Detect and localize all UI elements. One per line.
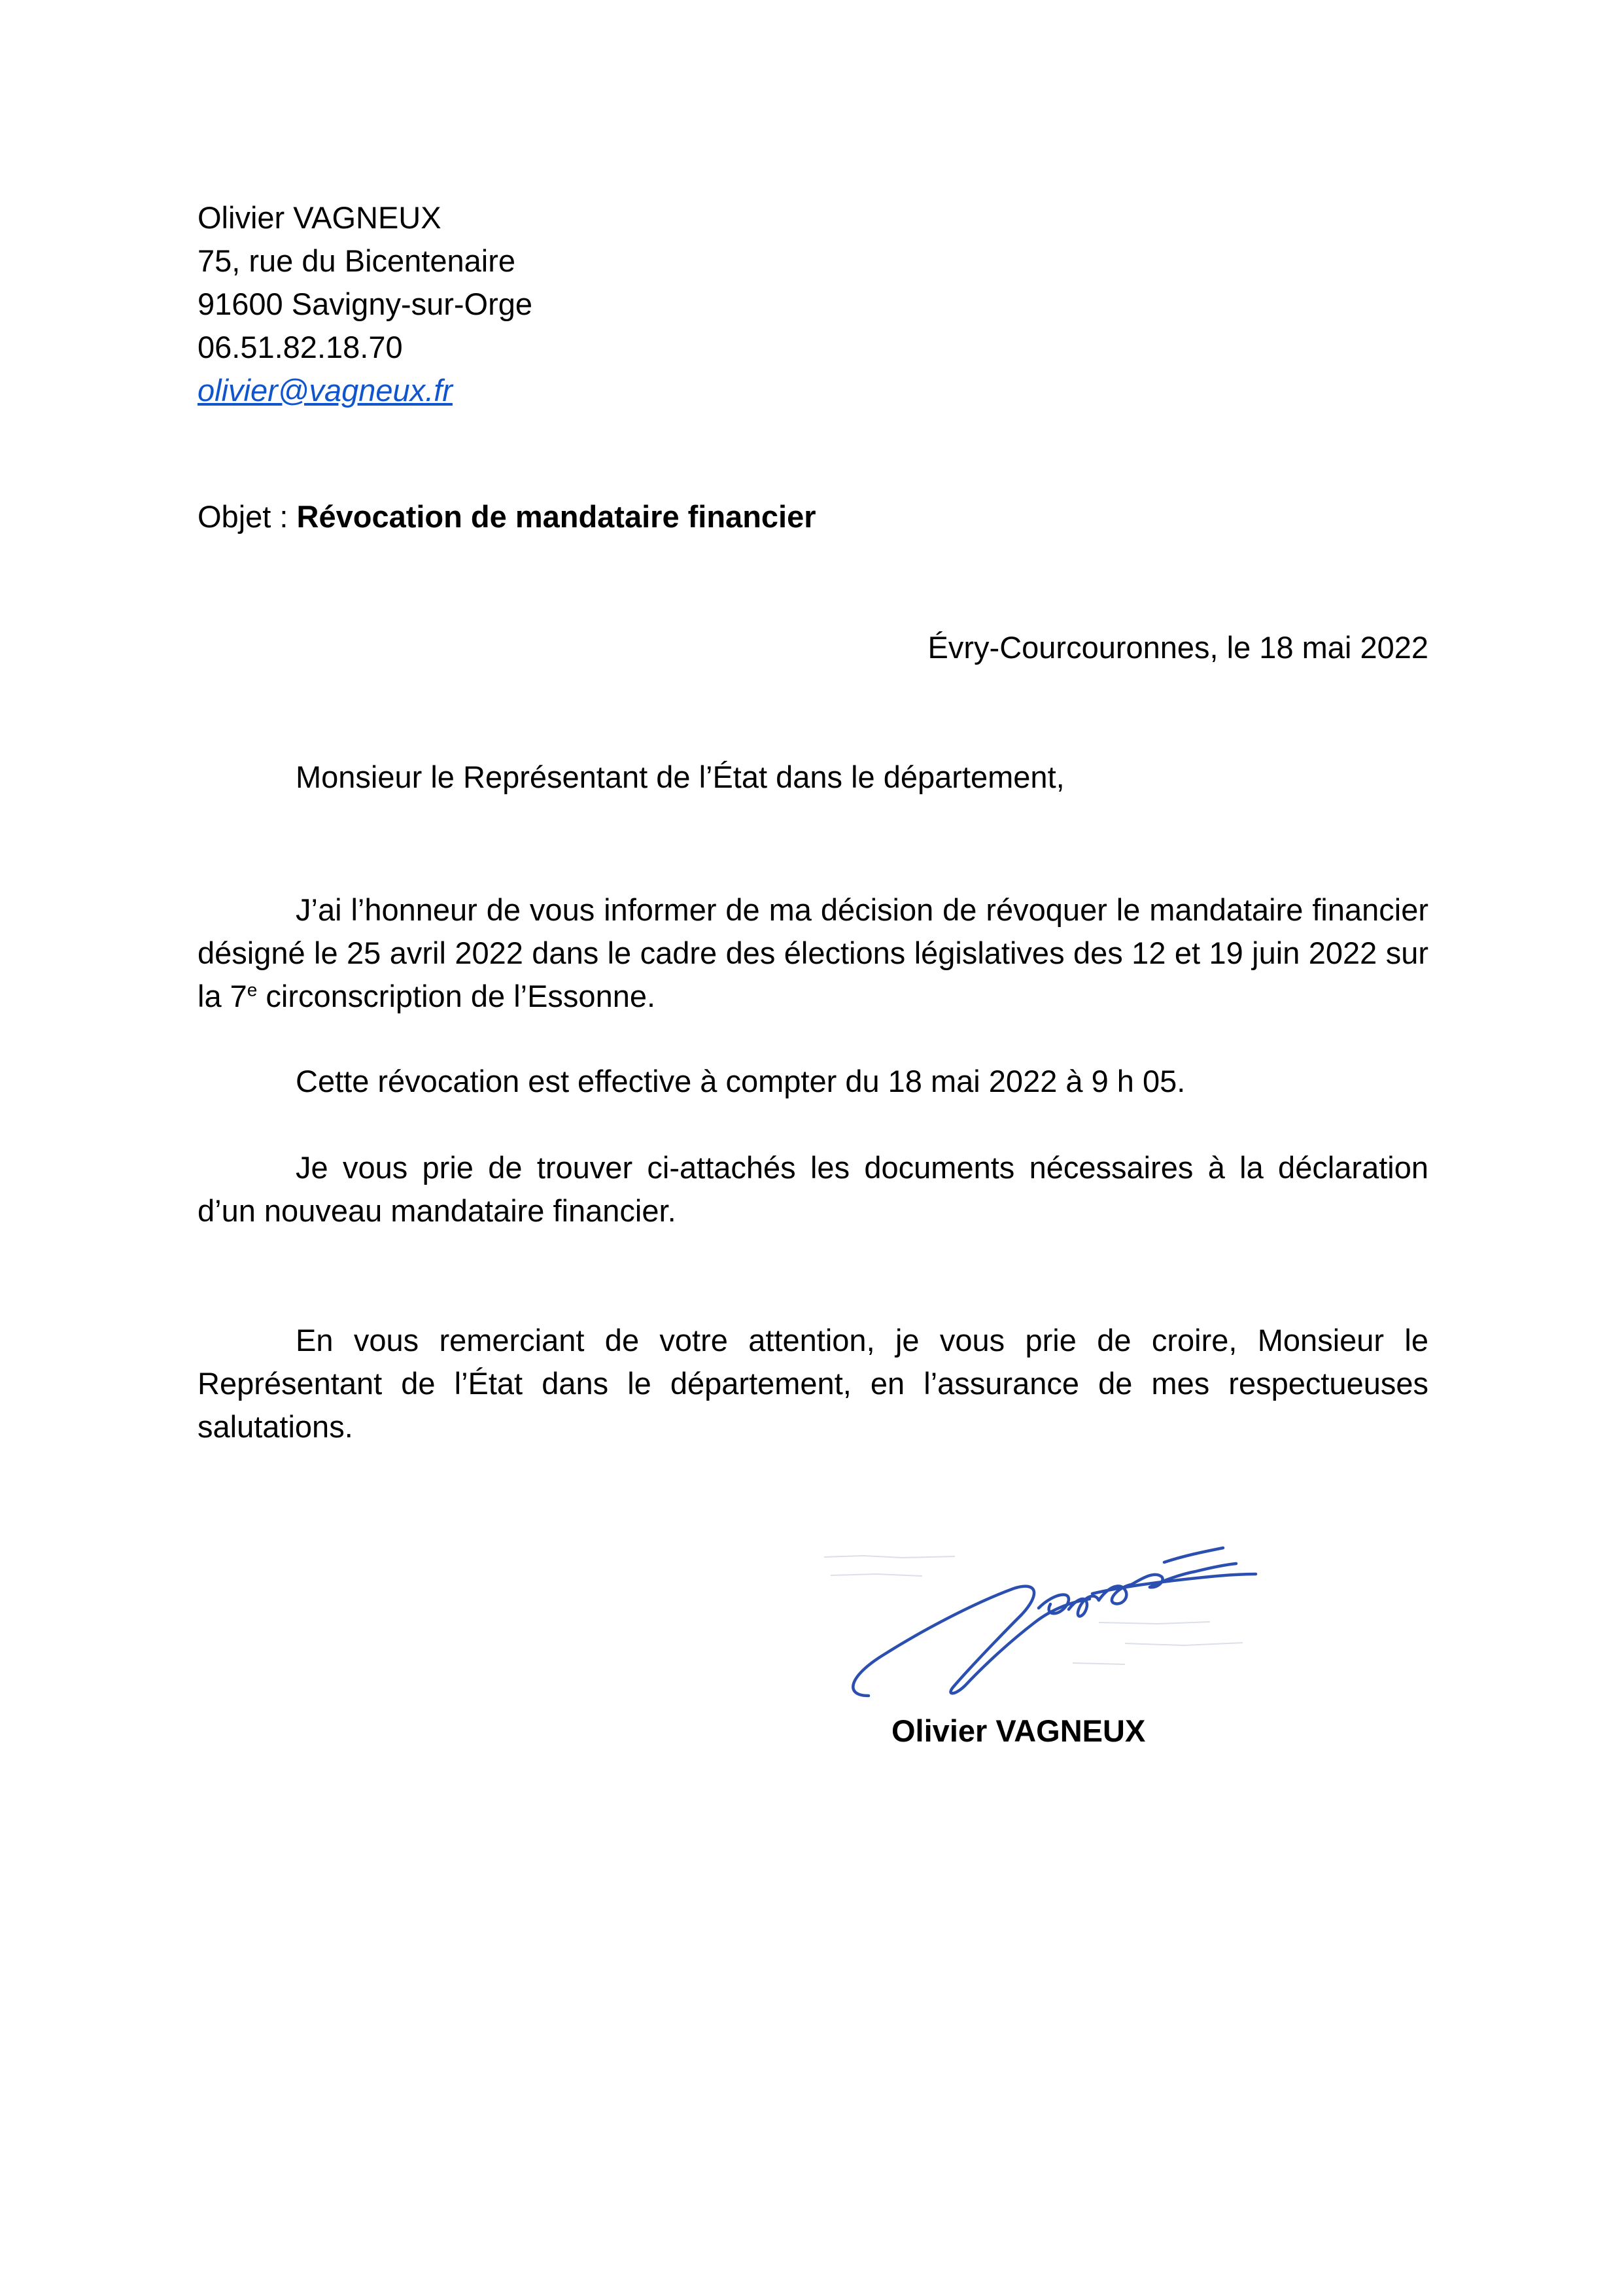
subject-line [198,499,816,534]
sender-street: 75, rue du Bicentenaire [198,243,515,278]
sender-name: Olivier VAGNEUX [198,200,441,235]
p1-text-start: J’ai l’honneur de vous informer de ma décision de révoquer le mandataire financier désigné le 25 avril 2022 dans le cadre des élections législatives des 12 et 19 juin 2022 sur la 7 [198,892,1428,1013]
sender-block [198,196,532,412]
body-paragraph-3: Je vous prie de trouver ci-attachés les documents nécessaires à la déclaration d’un nouveau mandataire financier. [198,1150,1428,1228]
salutation: Monsieur le Représentant de l’État dans le département, [296,760,1065,794]
signer-name: Olivier VAGNEUX [891,1713,1146,1748]
sender-email-link[interactable]: olivier@vagneux.fr [198,373,453,408]
p1-text-end: circonscription de l’Essonne. [257,979,656,1013]
subject-label: Objet : [198,499,297,534]
handwritten-signature-icon [818,1524,1262,1708]
body-paragraph-4: En vous remerciant de votre attention, je vous prie de croire, Monsieur le Représentant de l’État dans le département, en l’assurance de mes respectueuses salutations. [198,1323,1428,1444]
sender-city: 91600 Savigny-sur-Orge [198,287,533,321]
sender-phone: 06.51.82.18.70 [198,330,403,364]
subject-text: Révocation de mandataire financier [296,499,816,534]
ordinal-superscript: e [247,979,258,1000]
body-paragraph-2: Cette révocation est effective à compter du 18 mai 2022 à 9 h 05. [296,1064,1186,1098]
body-paragraph-1 [198,888,1428,1018]
place-date-line: Évry-Courcouronnes, le 18 mai 2022 [927,630,1428,665]
